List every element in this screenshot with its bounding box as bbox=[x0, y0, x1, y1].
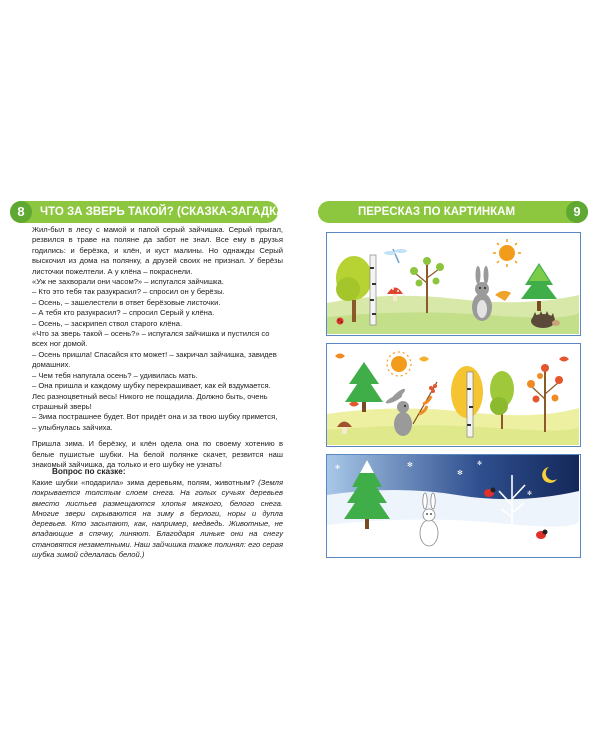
story-line: – Зима пострашнее будет. Вот придёт она и за твою шубку примется, – улыбнулась зайчиха. bbox=[32, 412, 278, 432]
story-text bbox=[32, 225, 283, 470]
autumn-scene bbox=[327, 344, 579, 445]
svg-text:✻: ✻ bbox=[527, 490, 533, 497]
svg-text:✻: ✻ bbox=[407, 461, 413, 469]
question-title: Вопрос по сказке: bbox=[52, 467, 126, 476]
story-title: ЧТО ЗА ЗВЕРЬ ТАКОЙ? (СКАЗКА-ЗАГАДКА) bbox=[40, 206, 289, 218]
story-line: «Что за зверь такой – осень?» – испугался зайчишка и пустился со всех ног домой. bbox=[32, 329, 270, 349]
retelling-title: ПЕРЕСКАЗ ПО КАРТИНКАМ bbox=[358, 206, 516, 218]
birch-tree-icon bbox=[370, 255, 376, 325]
question-text: Какие шубки «подарила» зима деревьям, полям, животным? bbox=[32, 478, 255, 487]
story-line: Пришла зима. И берёзку, и клён одела она по своему хотению в белые пушистые шубки. На белой полянке скачет, резвится наш знакомый зайчишка, да только и его шубку не узнать! bbox=[32, 439, 283, 469]
autumn-picture-panel bbox=[326, 343, 581, 447]
story-line: Жил-был в лесу с мамой и папой серый зайчишка. Серый прыгал, резвился в траве на поляне да забот не знал. Все ему в друзья годились: и берёзка, и клён, и куст малины. Но однажды Серый выскочил из дома на полянку, а друзей своих не признал. У берёзы листочки пожелтели. А у клёна – покраснели. bbox=[32, 225, 283, 276]
story-line: «Уж не захворали они часом?» – испугался зайчишка. bbox=[32, 277, 224, 287]
summer-picture-panel bbox=[326, 232, 581, 336]
question-block bbox=[32, 478, 283, 560]
winter-scene bbox=[327, 455, 579, 556]
page-number-right: 9 bbox=[566, 201, 588, 223]
story-line: – Осень пришла! Спасайся кто может! – закричал зайчишка, завидев домашних. bbox=[32, 349, 277, 370]
page-number-left: 8 bbox=[10, 201, 32, 223]
story-line: – А тебя кто разукрасил? – спросил Серый у клёна. bbox=[32, 308, 215, 318]
story-line: – Осень, – заскрипел ствол старого клёна. bbox=[32, 318, 183, 328]
svg-text:✻: ✻ bbox=[477, 460, 483, 467]
right-page-header bbox=[318, 201, 588, 223]
svg-text:✻: ✻ bbox=[335, 464, 341, 471]
svg-text:✻: ✻ bbox=[457, 469, 463, 477]
story-line: – Осень, – зашелестели в ответ берёзовые листочки. bbox=[32, 297, 221, 307]
answer-text: (Земля покрывается толстым слоем снега. На голых сучьях деревьев вместо листьев размещаются хлопья мягкого, белого снега. Многие звери скрываются на зиму в берлоги, норы и дупла деревьев. Кто засыпают, как, например, медведь. Животные, не впадающие в спячку, линяют. Благодаря линьке они на снегу становятся незаметными. Наш зайчишка также полинял: его серая шубка зимой сделалась белой.) bbox=[32, 478, 283, 560]
story-line: – Кто это тебя так разукрасил? – спросил он у берёзы. bbox=[32, 287, 225, 297]
left-page-header bbox=[10, 201, 289, 223]
summer-scene bbox=[327, 233, 579, 334]
story-line: – Она пришла и каждому шубку перекрашивает, как ей вздумается. Лес разноцветный весь! Никого не пощадила. Должно быть, очень страшный зверь! bbox=[32, 381, 271, 411]
story-line: – Чем тебя напугала осень? – удивилась мать. bbox=[32, 370, 198, 380]
ladybug-icon bbox=[337, 318, 344, 325]
winter-picture-panel bbox=[326, 454, 581, 558]
